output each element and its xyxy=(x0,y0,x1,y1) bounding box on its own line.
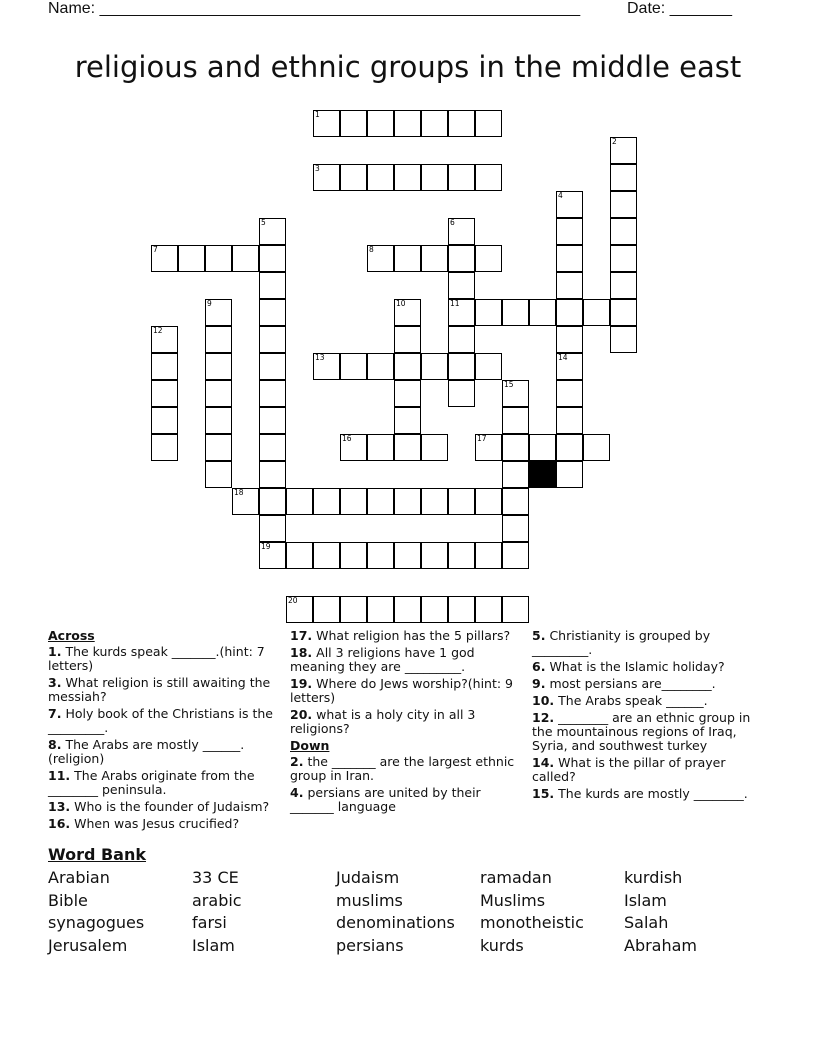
clues-column-1 xyxy=(48,629,278,834)
clues-section xyxy=(48,629,774,839)
clue-number: 9 xyxy=(207,299,212,308)
word-bank-item: denominations xyxy=(336,913,455,933)
crossword-cell[interactable] xyxy=(556,326,583,353)
crossword-cell[interactable] xyxy=(556,218,583,245)
crossword-cell[interactable] xyxy=(259,353,286,380)
crossword-cell[interactable] xyxy=(394,245,421,272)
clue-down-2: 2. the _______ are the largest ethnic group in Iran. xyxy=(290,754,515,783)
page-title: religious and ethnic groups in the middle east xyxy=(74,50,742,84)
date-label: Date: xyxy=(627,0,666,17)
crossword-cell[interactable] xyxy=(259,407,286,434)
word-bank-title: Word Bank xyxy=(48,845,147,864)
clue-across-16: 16. When was Jesus crucified? xyxy=(48,816,240,831)
crossword-cell[interactable] xyxy=(556,353,583,380)
clue-number: 6 xyxy=(450,218,455,227)
crossword-cell[interactable] xyxy=(421,245,448,272)
crossword-cell[interactable] xyxy=(205,407,232,434)
crossword-cell[interactable] xyxy=(475,488,502,515)
crossword-cell[interactable] xyxy=(151,434,178,461)
clue-down-5: 5. Christianity is grouped by _________. xyxy=(532,628,711,657)
crossword-black-cell xyxy=(529,461,556,488)
crossword-cell[interactable] xyxy=(394,434,421,461)
crossword-cell[interactable] xyxy=(394,488,421,515)
clue-across-17: 17. What religion has the 5 pillars? xyxy=(290,628,511,643)
crossword-cell[interactable] xyxy=(313,110,340,137)
crossword-cell[interactable] xyxy=(448,542,475,569)
crossword-cell[interactable] xyxy=(421,488,448,515)
crossword-cell[interactable] xyxy=(448,164,475,191)
crossword-cell[interactable] xyxy=(286,542,313,569)
crossword-cell[interactable] xyxy=(367,596,394,623)
word-bank-item: farsi xyxy=(192,913,227,933)
clue-across-18: 18. All 3 religions have 1 god meaning they are _________. xyxy=(290,645,475,674)
word-bank-item: kurds xyxy=(480,935,524,955)
crossword-cell[interactable] xyxy=(610,164,637,191)
crossword-cell[interactable] xyxy=(259,461,286,488)
crossword-cell[interactable] xyxy=(367,542,394,569)
crossword-cell[interactable] xyxy=(205,299,232,326)
crossword-cell[interactable] xyxy=(394,110,421,137)
clue-number: 8 xyxy=(369,245,374,254)
crossword-cell[interactable] xyxy=(529,299,556,326)
clue-number: 14 xyxy=(558,353,568,362)
crossword-cell[interactable] xyxy=(448,272,475,299)
crossword-cell[interactable] xyxy=(394,353,421,380)
crossword-cell[interactable] xyxy=(475,245,502,272)
crossword-cell[interactable] xyxy=(205,380,232,407)
crossword-cell[interactable] xyxy=(502,488,529,515)
crossword-cell[interactable] xyxy=(259,434,286,461)
down-heading: Down xyxy=(290,738,330,753)
word-bank-item: monotheistic xyxy=(480,913,584,933)
crossword-cell[interactable] xyxy=(421,353,448,380)
clue-down-10: 10. The Arabs speak ______. xyxy=(532,693,708,708)
crossword-cell[interactable] xyxy=(151,353,178,380)
crossword-cell[interactable] xyxy=(502,434,529,461)
word-bank xyxy=(48,845,768,957)
clue-down-9: 9. most persians are________. xyxy=(532,676,716,691)
word-bank-item: arabic xyxy=(192,890,242,910)
clue-number: 15 xyxy=(504,380,514,389)
clue-number: 11 xyxy=(450,299,460,308)
crossword-cell[interactable] xyxy=(205,461,232,488)
word-bank-item: Bible xyxy=(48,890,88,910)
crossword-cell[interactable] xyxy=(394,542,421,569)
word-bank-item: persians xyxy=(336,935,404,955)
crossword-cell[interactable] xyxy=(259,515,286,542)
crossword-cell[interactable] xyxy=(556,299,583,326)
clue-across-13: 13. Who is the founder of Judaism? xyxy=(48,799,270,814)
word-bank-item: Judaism xyxy=(336,868,400,887)
crossword-cell[interactable] xyxy=(421,164,448,191)
clues-column-2 xyxy=(290,629,520,817)
crossword-cell[interactable] xyxy=(340,434,367,461)
crossword-cell[interactable] xyxy=(502,380,529,407)
crossword-cell[interactable] xyxy=(529,434,556,461)
clue-number: 7 xyxy=(153,245,158,254)
crossword-cell[interactable] xyxy=(394,164,421,191)
crossword-cell[interactable] xyxy=(394,596,421,623)
clue-number: 5 xyxy=(261,218,266,227)
crossword-cell[interactable] xyxy=(448,488,475,515)
clue-number: 4 xyxy=(558,191,563,200)
name-label: Name: xyxy=(48,0,96,17)
clue-across-7: 7. Holy book of the Christians is the _________. xyxy=(48,706,273,735)
crossword-cell[interactable] xyxy=(259,218,286,245)
crossword-cell[interactable] xyxy=(286,596,313,623)
crossword-cell[interactable] xyxy=(475,110,502,137)
crossword-cell[interactable] xyxy=(286,488,313,515)
crossword-cell[interactable] xyxy=(340,542,367,569)
crossword-cell[interactable] xyxy=(610,299,637,326)
crossword-cell[interactable] xyxy=(259,380,286,407)
word-bank-item: Islam xyxy=(624,890,667,910)
crossword-cell[interactable] xyxy=(367,434,394,461)
clue-down-6: 6. What is the Islamic holiday? xyxy=(532,659,725,674)
crossword-cell[interactable] xyxy=(313,353,340,380)
crossword-cell[interactable] xyxy=(475,299,502,326)
crossword-cell[interactable] xyxy=(394,380,421,407)
crossword-cell[interactable] xyxy=(313,542,340,569)
crossword-cell[interactable] xyxy=(340,353,367,380)
clue-across-3: 3. What religion is still awaiting the messiah? xyxy=(48,675,271,704)
word-bank-item: 33 CE xyxy=(192,868,239,887)
crossword-cell[interactable] xyxy=(367,488,394,515)
crossword-cell[interactable] xyxy=(502,596,529,623)
clue-down-4: 4. persians are united by their _______ language xyxy=(290,785,481,814)
crossword-cell[interactable] xyxy=(583,299,610,326)
crossword-cell[interactable] xyxy=(556,272,583,299)
crossword-cell[interactable] xyxy=(394,326,421,353)
clue-across-20: 20. what is a holy city in all 3 religions? xyxy=(290,707,476,736)
clue-across-8: 8. The Arabs are mostly ______. (religion) xyxy=(48,737,245,766)
clue-number: 1 xyxy=(315,110,320,119)
word-bank-item: synagogues xyxy=(48,913,145,933)
word-bank-item: Islam xyxy=(192,935,235,955)
crossword-cell[interactable] xyxy=(502,461,529,488)
crossword-cell[interactable] xyxy=(313,164,340,191)
date-field[interactable]: _______ xyxy=(669,0,732,17)
crossword-cell[interactable] xyxy=(151,245,178,272)
crossword-cell[interactable] xyxy=(475,596,502,623)
crossword-cell[interactable] xyxy=(178,245,205,272)
crossword-cell[interactable] xyxy=(151,380,178,407)
crossword-cell[interactable] xyxy=(502,515,529,542)
crossword-cell[interactable] xyxy=(232,245,259,272)
crossword-cell[interactable] xyxy=(259,326,286,353)
word-bank-item: Abraham xyxy=(624,935,698,955)
word-bank-grid xyxy=(48,867,768,957)
clue-across-1: 1. The kurds speak _______.(hint: 7 letters) xyxy=(48,644,265,673)
crossword-cell[interactable] xyxy=(421,434,448,461)
crossword-cell[interactable] xyxy=(556,407,583,434)
crossword-cell[interactable] xyxy=(448,380,475,407)
crossword-cell[interactable] xyxy=(367,164,394,191)
crossword-cell[interactable] xyxy=(367,110,394,137)
crossword-cell[interactable] xyxy=(340,164,367,191)
crossword-cell[interactable] xyxy=(340,596,367,623)
crossword-cell[interactable] xyxy=(367,353,394,380)
crossword-cell[interactable] xyxy=(448,218,475,245)
clue-across-11: 11. The Arabs originate from the ________ peninsula. xyxy=(48,768,255,797)
crossword-cell[interactable] xyxy=(448,596,475,623)
word-bank-item: kurdish xyxy=(624,868,683,887)
crossword-cell[interactable] xyxy=(610,326,637,353)
crossword-cell[interactable] xyxy=(151,326,178,353)
clue-number: 2 xyxy=(612,137,617,146)
word-bank-item: ramadan xyxy=(480,868,552,887)
word-bank-item: Salah xyxy=(624,913,669,933)
clue-number: 12 xyxy=(153,326,163,335)
crossword-cell[interactable] xyxy=(475,542,502,569)
crossword-cell[interactable] xyxy=(610,218,637,245)
clue-number: 3 xyxy=(315,164,320,173)
word-bank-item: Jerusalem xyxy=(48,935,128,955)
clue-down-12: 12. ________ are an ethnic group in the mountainous regions of Iraq, Syria, and southwest turkey xyxy=(532,710,751,753)
crossword-cell[interactable] xyxy=(610,191,637,218)
crossword-cell[interactable] xyxy=(448,353,475,380)
crossword-cell[interactable] xyxy=(205,434,232,461)
crossword-cell[interactable] xyxy=(556,191,583,218)
crossword-cell[interactable] xyxy=(421,596,448,623)
clue-number: 17 xyxy=(477,434,487,443)
crossword-cell[interactable] xyxy=(448,245,475,272)
clue-number: 16 xyxy=(342,434,352,443)
crossword-cell[interactable] xyxy=(583,434,610,461)
clue-down-14: 14. What is the pillar of prayer called? xyxy=(532,755,726,784)
crossword-cell[interactable] xyxy=(340,488,367,515)
crossword-cell[interactable] xyxy=(259,299,286,326)
word-bank-item: Muslims xyxy=(480,890,546,910)
crossword-cell[interactable] xyxy=(205,326,232,353)
crossword-cell[interactable] xyxy=(394,299,421,326)
crossword-cell[interactable] xyxy=(313,596,340,623)
crossword-cell[interactable] xyxy=(448,110,475,137)
clue-down-15: 15. The kurds are mostly ________. xyxy=(532,786,748,801)
crossword-cell[interactable] xyxy=(475,353,502,380)
clue-number: 18 xyxy=(234,488,244,497)
clue-number: 19 xyxy=(261,542,271,551)
crossword-cell[interactable] xyxy=(556,245,583,272)
crossword-cell[interactable] xyxy=(421,110,448,137)
crossword-cell[interactable] xyxy=(610,245,637,272)
crossword-cell[interactable] xyxy=(556,434,583,461)
crossword-cell[interactable] xyxy=(502,299,529,326)
crossword-cell[interactable] xyxy=(340,110,367,137)
crossword-cell[interactable] xyxy=(367,245,394,272)
crossword-cell[interactable] xyxy=(502,407,529,434)
crossword-cell[interactable] xyxy=(259,488,286,515)
crossword-cell[interactable] xyxy=(259,245,286,272)
clue-number: 20 xyxy=(288,596,298,605)
crossword-cell[interactable] xyxy=(151,407,178,434)
crossword-cell[interactable] xyxy=(475,164,502,191)
crossword-cell[interactable] xyxy=(556,380,583,407)
name-field[interactable]: ______________________________________________________ xyxy=(99,0,581,17)
clue-across-19: 19. Where do Jews worship?(hint: 9 letters) xyxy=(290,676,514,705)
crossword-cell[interactable] xyxy=(448,326,475,353)
clue-number: 13 xyxy=(315,353,325,362)
crossword-cell[interactable] xyxy=(205,353,232,380)
crossword-cell[interactable] xyxy=(394,407,421,434)
crossword-cell[interactable] xyxy=(259,542,286,569)
crossword-cell[interactable] xyxy=(448,299,475,326)
crossword-cell[interactable] xyxy=(610,137,637,164)
word-bank-item: muslims xyxy=(336,890,403,910)
clue-number: 10 xyxy=(396,299,406,308)
crossword-cell[interactable] xyxy=(313,488,340,515)
crossword-cell[interactable] xyxy=(475,434,502,461)
crossword-cell[interactable] xyxy=(259,272,286,299)
crossword-cell[interactable] xyxy=(232,488,259,515)
crossword-cell[interactable] xyxy=(502,542,529,569)
word-bank-item: Arabian xyxy=(48,868,110,887)
crossword-cell[interactable] xyxy=(610,272,637,299)
crossword-cell[interactable] xyxy=(556,461,583,488)
crossword-cell[interactable] xyxy=(421,542,448,569)
across-heading: Across xyxy=(48,628,95,643)
crossword-cell[interactable] xyxy=(205,245,232,272)
clues-column-3 xyxy=(532,629,762,804)
